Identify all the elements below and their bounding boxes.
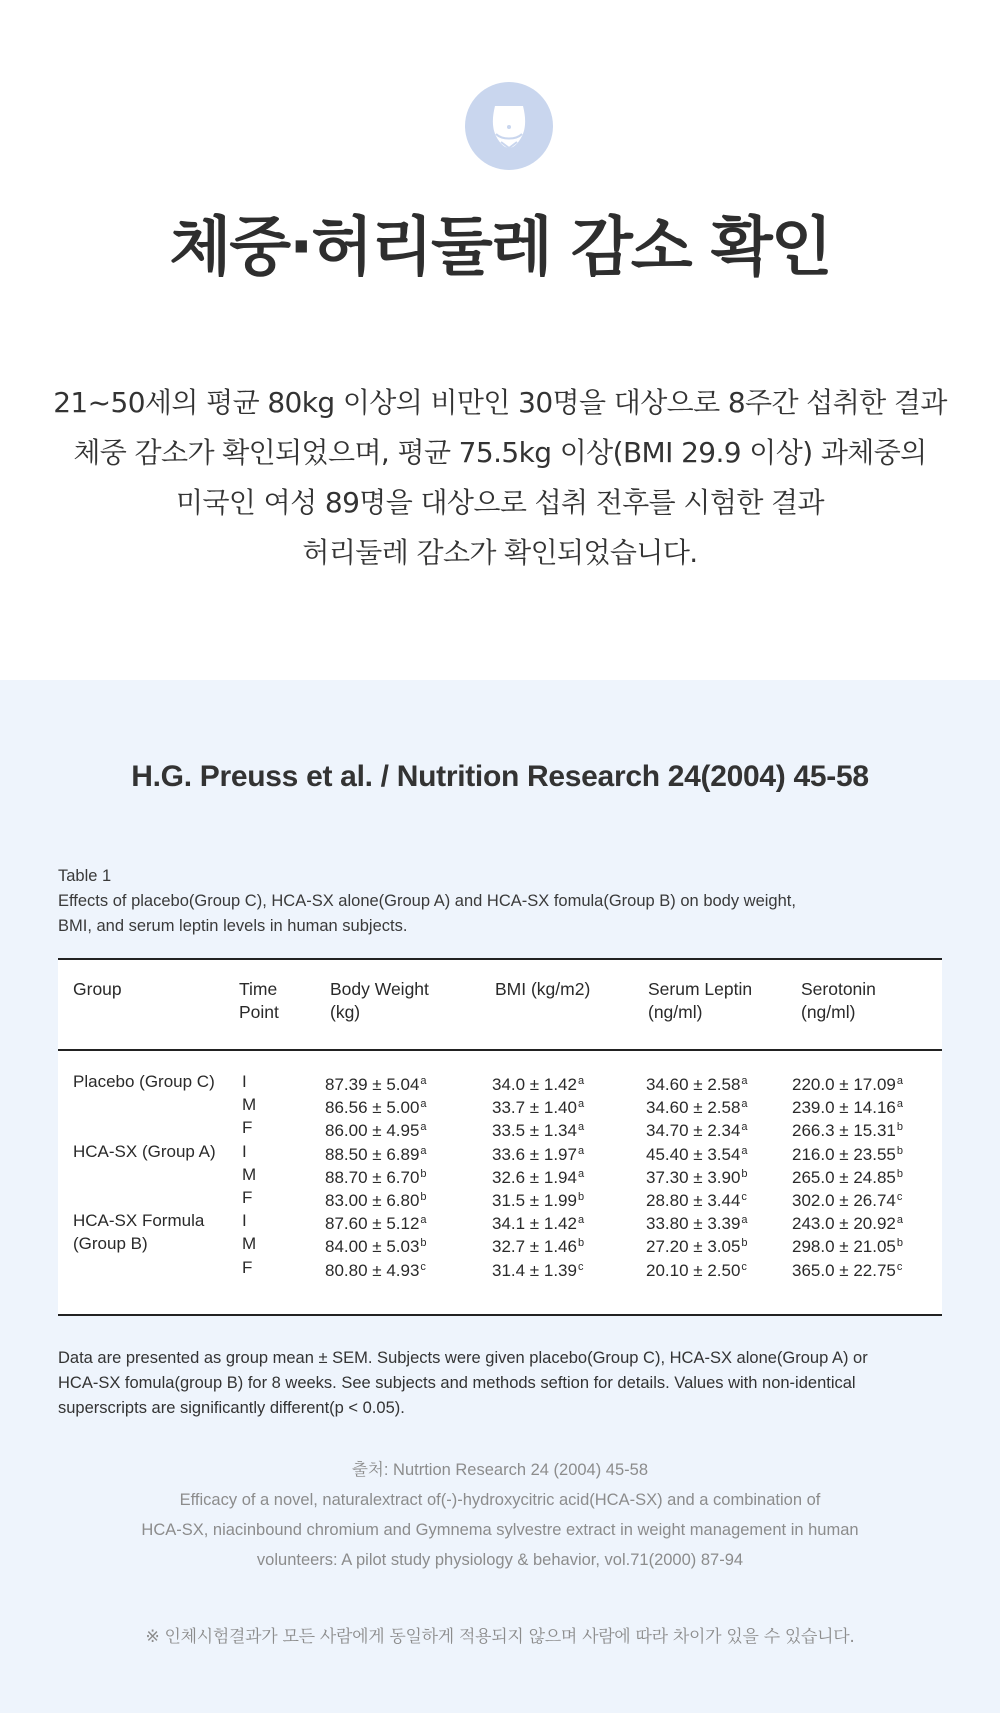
cell-serotonin [792,1256,902,1282]
header-text: Point [239,1002,279,1022]
column-header-group [73,978,122,1001]
cell-bmi [492,1116,584,1142]
significance-superscript: b [896,1121,903,1134]
significance-superscript: a [741,1098,748,1111]
cell-serum-leptin [646,1209,748,1235]
cell-bmi [492,1209,584,1235]
cell-serum-leptin [646,1140,748,1166]
cell-group [73,1209,204,1232]
cell-group [73,1232,148,1255]
significance-superscript: c [577,1260,584,1273]
cell-text: 31.4 ± 1.39 [492,1260,577,1280]
significance-superscript: b [741,1237,748,1250]
table-footnote [58,1346,938,1421]
significance-superscript: b [577,1191,585,1203]
cell-serum-leptin [646,1116,748,1142]
header-text: (kg) [330,1002,361,1022]
cell-text: HCA-SX Formula [73,1211,205,1231]
table-row [58,1186,942,1209]
cell-serotonin [792,1186,902,1212]
cell-text: 28.80 ± 3.44 [646,1191,741,1210]
cell-serotonin [792,1140,903,1166]
cell-text: M [242,1095,257,1115]
cell-text: 34.1 ± 1.42 [492,1214,577,1234]
belly-icon [465,82,553,170]
source-line: volunteers: A pilot study physiology & behavior, vol.71(2000) 87-94 [256,1551,744,1569]
cell-text: 33.6 ± 1.97 [492,1144,577,1164]
footnote-line: HCA-SX fomula(group B) for 8 weeks. See subjects and methods seftion for details. Values with non-identical [58,1374,856,1392]
cell-serum-leptin [646,1163,748,1189]
cell-text: 20.10 ± 2.50 [646,1260,741,1280]
table-row [58,1070,942,1093]
table-row [58,1209,942,1232]
significance-superscript: a [577,1098,585,1111]
significance-superscript: a [420,1075,427,1087]
cell-text: 33.80 ± 3.39 [646,1214,741,1234]
disclaimer: ※ 인체시험결과가 모든 사람에게 동일하게 적용되지 않으며 사람에 따라 차이가 있을 수 있습니다. [145,1627,855,1647]
table-label: Table 1 [58,867,112,885]
significance-superscript: b [420,1191,427,1203]
cell-text: 45.40 ± 3.54 [646,1144,741,1164]
table-caption [58,864,918,939]
cell-text: 34.0 ± 1.42 [492,1075,577,1094]
significance-superscript: b [896,1237,903,1250]
source-line: HCA-SX, niacinbound chromium and Gymnema sylvestre extract in weight management in human [141,1521,859,1539]
table-caption-line: BMI, and serum leptin levels in human subjects. [58,917,408,935]
intro-section [0,0,1000,680]
cell-serum-leptin [646,1256,747,1282]
header-text: Time [239,979,278,999]
cell-text: 265.0 ± 24.85 [792,1167,896,1187]
significance-superscript: a [577,1167,585,1180]
cell-time-point [242,1209,247,1232]
significance-superscript: a [577,1075,585,1087]
results-table [58,958,942,1316]
cell-bmi [492,1163,584,1189]
cell-text: I [242,1141,247,1161]
header-text: (ng/ml) [648,1002,703,1022]
table-row [58,1232,942,1255]
header-divider [58,1049,942,1051]
cell-serotonin [792,1116,903,1142]
cell-serotonin [792,1093,903,1119]
significance-superscript: c [741,1191,747,1203]
cell-time-point [242,1093,256,1116]
cell-bmi [492,1256,583,1282]
significance-superscript: c [420,1260,426,1273]
cell-text: 27.20 ± 3.05 [646,1237,741,1257]
cell-text: M [242,1164,257,1184]
cell-time-point [242,1116,252,1139]
cell-body-weight [325,1256,426,1282]
significance-superscript: b [896,1144,903,1157]
cell-time-point [242,1232,256,1255]
significance-superscript: a [896,1214,903,1227]
cell-text: F [242,1188,253,1207]
source-line: 출처: Nutrtion Research 24 (2004) 45-58 [351,1461,649,1479]
cell-text: I [242,1072,247,1091]
table-row [58,1093,942,1116]
cell-text: 33.5 ± 1.34 [492,1121,577,1141]
cell-text: 87.39 ± 5.04 [325,1075,420,1094]
cell-text: 86.56 ± 5.00 [325,1098,420,1118]
significance-superscript: a [741,1121,748,1134]
cell-body-weight [325,1186,427,1212]
significance-superscript: a [420,1144,427,1157]
cell-body-weight [325,1209,427,1235]
cell-text: 239.0 ± 14.16 [792,1098,896,1118]
cell-group [73,1070,215,1093]
cell-text: 31.5 ± 1.99 [492,1191,577,1210]
significance-superscript: a [741,1075,748,1087]
cell-bmi [492,1093,584,1119]
intro-line: 미국인 여성 89명을 대상으로 섭취 전후를 시험한 결과 [176,486,824,519]
significance-superscript: a [420,1098,427,1111]
source-line: Efficacy of a novel, naturalextract of(-)-hydroxycitric acid(HCA-SX) and a combination of [179,1491,821,1509]
header-text: Serotonin [801,979,876,999]
cell-bmi [492,1186,584,1212]
cell-text: 83.00 ± 6.80 [325,1191,420,1210]
significance-superscript: a [741,1214,748,1227]
significance-superscript: b [420,1237,427,1250]
cell-text: 365.0 ± 22.75 [792,1260,896,1280]
table-row [58,1256,942,1279]
cell-text: 84.00 ± 5.03 [325,1237,420,1257]
footnote-line: superscripts are significantly different(p < 0.05). [58,1399,405,1417]
header-text: BMI (kg/m2) [495,979,591,999]
cell-text: 88.70 ± 6.70 [325,1167,420,1187]
significance-superscript: a [741,1144,748,1157]
cell-text: F [242,1257,253,1277]
cell-text: I [242,1211,247,1231]
cell-text: 34.60 ± 2.58 [646,1075,741,1094]
cell-serotonin [792,1232,903,1258]
cell-bmi [492,1140,584,1166]
cell-text: 220.0 ± 17.09 [792,1075,896,1094]
cell-body-weight [325,1232,427,1258]
source-reference [0,1455,1000,1575]
cell-serum-leptin [646,1093,748,1119]
column-header-time [239,978,279,1024]
cell-body-weight [325,1093,427,1119]
cell-text: 32.6 ± 1.94 [492,1167,577,1187]
table-row [58,1163,942,1186]
cell-bmi [492,1232,584,1258]
cell-text: M [242,1234,257,1254]
significance-superscript: b [741,1167,748,1180]
page-title: 체중·허리둘레 감소 확인 [169,211,831,285]
significance-superscript: c [896,1260,903,1273]
significance-superscript: c [896,1191,903,1203]
intro-text [0,378,1000,578]
cell-text: 243.0 ± 20.92 [792,1214,896,1234]
significance-superscript: a [577,1144,585,1157]
column-header-bmi [495,978,590,1001]
cell-text: 33.7 ± 1.40 [492,1098,577,1118]
cell-text: 216.0 ± 23.55 [792,1144,896,1164]
significance-superscript: a [420,1214,427,1227]
cell-time-point [242,1186,252,1209]
cell-time-point [242,1256,252,1279]
cell-group [73,1140,216,1163]
significance-superscript: a [896,1098,903,1111]
cell-body-weight [325,1116,427,1142]
cell-bmi [492,1070,584,1096]
cell-text: 298.0 ± 21.05 [792,1237,896,1257]
column-header-weight [330,978,429,1024]
column-header-leptin [648,978,752,1024]
significance-superscript: a [577,1121,585,1134]
cell-body-weight [325,1163,427,1189]
header-text: (ng/ml) [801,1002,856,1022]
cell-serum-leptin [646,1186,747,1212]
significance-superscript: a [577,1214,585,1227]
cell-time-point [242,1140,247,1163]
significance-superscript: b [577,1237,585,1250]
cell-text: 266.3 ± 15.31 [792,1121,896,1141]
cell-serotonin [792,1070,903,1096]
citation-title: H.G. Preuss et al. / Nutrition Research 24(2004) 45-58 [131,760,869,793]
study-section [0,680,1000,1713]
table-caption-line: Effects of placebo(Group C), HCA-SX alone(Group A) and HCA-SX fomula(Group B) on body weight, [58,892,796,910]
cell-text: 80.80 ± 4.93 [325,1260,420,1280]
footnote-line: Data are presented as group mean ± SEM. Subjects were given placebo(Group C), HCA-SX alone(Group A) or [58,1349,868,1367]
cell-text: 32.7 ± 1.46 [492,1237,577,1257]
intro-line: 체중 감소가 확인되었으며, 평균 75.5kg 이상(BMI 29.9 이상) 과체중의 [73,436,927,469]
cell-text: 302.0 ± 26.74 [792,1191,896,1210]
significance-superscript: b [896,1167,903,1180]
header-text: Group [73,979,122,999]
intro-line: 21~50세의 평균 80kg 이상의 비만인 30명을 대상으로 8주간 섭취한 결과 [53,386,947,419]
cell-serum-leptin [646,1232,748,1258]
cell-time-point [242,1163,256,1186]
header-text: Serum Leptin [648,979,753,999]
cell-text: 34.70 ± 2.34 [646,1121,741,1141]
significance-superscript: b [420,1167,427,1180]
cell-body-weight [325,1070,427,1096]
cell-text: HCA-SX (Group A) [73,1141,216,1161]
cell-text: 87.60 ± 5.12 [325,1214,420,1234]
cell-time-point [242,1070,247,1093]
column-header-serotonin [801,978,876,1024]
cell-serum-leptin [646,1070,748,1096]
cell-body-weight [325,1140,427,1166]
cell-text: 34.60 ± 2.58 [646,1098,741,1118]
cell-text: 88.50 ± 6.89 [325,1144,420,1164]
cell-text: (Group B) [73,1234,148,1254]
intro-line: 허리둘레 감소가 확인되었습니다. [302,536,698,569]
cell-text: 86.00 ± 4.95 [325,1121,420,1141]
cell-text: Placebo (Group C) [73,1072,215,1091]
cell-serotonin [792,1209,903,1235]
header-text: Body Weight [330,979,429,999]
significance-superscript: a [896,1075,903,1087]
cell-text: F [242,1118,253,1138]
significance-superscript: c [741,1260,747,1273]
table-row [58,1116,942,1139]
significance-superscript: a [420,1121,427,1134]
cell-serotonin [792,1163,903,1189]
cell-text: 37.30 ± 3.90 [646,1167,741,1187]
table-row [58,1140,942,1163]
